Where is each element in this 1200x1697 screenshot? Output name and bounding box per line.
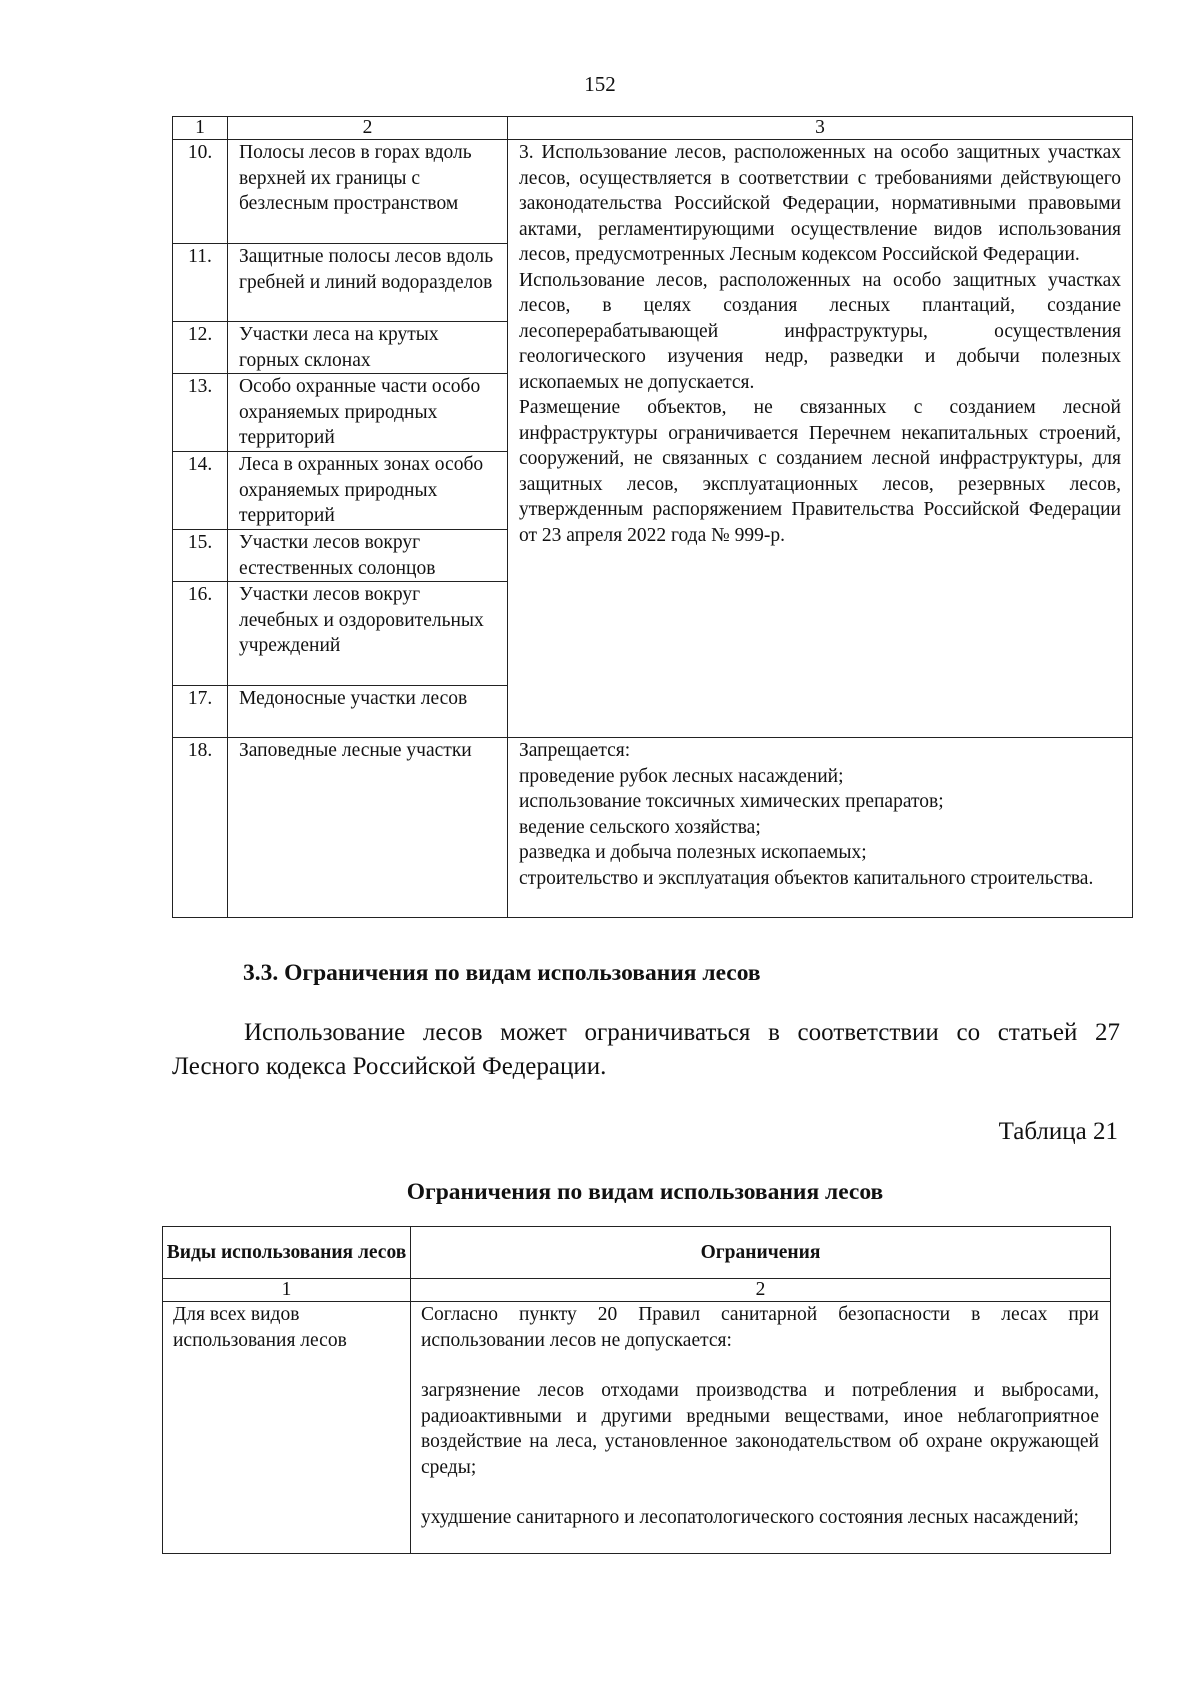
column-number-3: 3 [508,117,1133,140]
area-name: Участки лесов вокруг лечебных и оздоровительных учреждений [228,582,508,686]
area-name: Заповедные лесные участки [228,738,508,918]
area-name: Участки лесов вокруг естественных солонцов [228,530,508,582]
restriction-paragraph: Согласно пункту 20 Правил санитарной безопасности в лесах при использовании лесов не допускается: [421,1304,1099,1351]
column-number-2: 2 [411,1279,1111,1302]
section-heading: 3.3. Ограничения по видам использования лесов [243,960,761,986]
regulation-paragraph: Размещение объектов, не связанных с созданием лесной инфраструктуры ограничивается Перечнем некапитальных строений, сооружений, не связанных с созданием лесной инфраструктуры, для защитных лесов, эксплуатационных лесов, резервных лесов, утвержденным распоряжением Правительства Российской Федерации от 23 апреля 2022 года № 999-р. [519,397,1121,546]
table-row [173,140,1133,244]
row-number: 12. [173,322,228,374]
prohibition-line: проведение рубок лесных насаждений; [519,765,844,787]
header-restrictions: Ограничения [411,1227,1111,1279]
row-number: 11. [173,244,228,322]
column-number-1: 1 [163,1279,411,1302]
prohibition-line: Запрещается: [519,740,631,761]
usage-restrictions-table [162,1226,1111,1554]
area-name: Участки леса на крутых горных склонах [228,322,508,374]
restriction-paragraph: загрязнение лесов отходами производства и потребления и выбросами, радиоактивными и другими вредными веществами, иное неблагоприятное воздействие на леса, установленное законодательством об охране окружающей среды; [421,1380,1099,1478]
shared-regulation-text [508,140,1133,738]
prohibition-line: строительство и эксплуатация объектов капитального строительства. [519,867,1094,889]
column-number-1: 1 [173,117,228,140]
prohibition-line: ведение сельского хозяйства; [519,816,761,838]
table-header-row [173,117,1133,140]
row-number: 16. [173,582,228,686]
area-name: Особо охранные части особо охраняемых природных территорий [228,374,508,452]
usage-type: Для всех видов использования лесов [163,1302,411,1554]
table-header-row [163,1227,1111,1279]
prohibition-line: разведка и добыча полезных ископаемых; [519,842,867,863]
prohibition-line: использование токсичных химических препаратов; [519,791,944,812]
row-number: 18. [173,738,228,918]
area-name: Полосы лесов в горах вдоль верхней их границы с безлесным пространством [228,140,508,244]
area-name: Леса в охранных зонах особо охраняемых природных территорий [228,452,508,530]
restrictions-text [411,1302,1111,1554]
page-number: 152 [584,72,616,96]
body-paragraph: Использование лесов может ограничиваться в соответствии со статьей 27 Лесного кодекса Российской Федерации. [172,1019,1120,1080]
area-name: Медоносные участки лесов [228,686,508,738]
column-number-2: 2 [228,117,508,140]
column-number-row [163,1279,1111,1302]
row-number: 17. [173,686,228,738]
row-number: 14. [173,452,228,530]
area-name: Защитные полосы лесов вдоль гребней и линий водоразделов [228,244,508,322]
row-number: 10. [173,140,228,244]
regulation-paragraph: 3. Использование лесов, расположенных на особо защитных участках лесов, осуществляется в соответствии с требованиями действующего законодательства Российской Федерации, нормативными правовыми актами, регламентирующими осуществление видов использования лесов, предусмотренных Лесным кодексом Российской Федерации. [519,142,1121,265]
table-row [163,1302,1111,1554]
reserve-regulation-text [508,738,1133,918]
row-number: 13. [173,374,228,452]
protective-areas-table [172,116,1133,918]
restriction-paragraph: ухудшение санитарного и лесопатологического состояния лесных насаждений; [421,1507,1079,1528]
row-number: 15. [173,530,228,582]
table-title: Ограничения по видам использования лесов [406,1179,884,1205]
header-usage-types: Виды использования лесов [163,1227,411,1279]
table-caption: Таблица 21 [998,1118,1118,1145]
table-row [173,738,1133,918]
regulation-paragraph: Использование лесов, расположенных на особо защитных участках лесов, в целях создания лесных плантаций, создание лесоперерабатывающей инфраструктуры, осуществления геологического изучения недр, разведки и добычи полезных ископаемых не допускается. [519,269,1121,393]
